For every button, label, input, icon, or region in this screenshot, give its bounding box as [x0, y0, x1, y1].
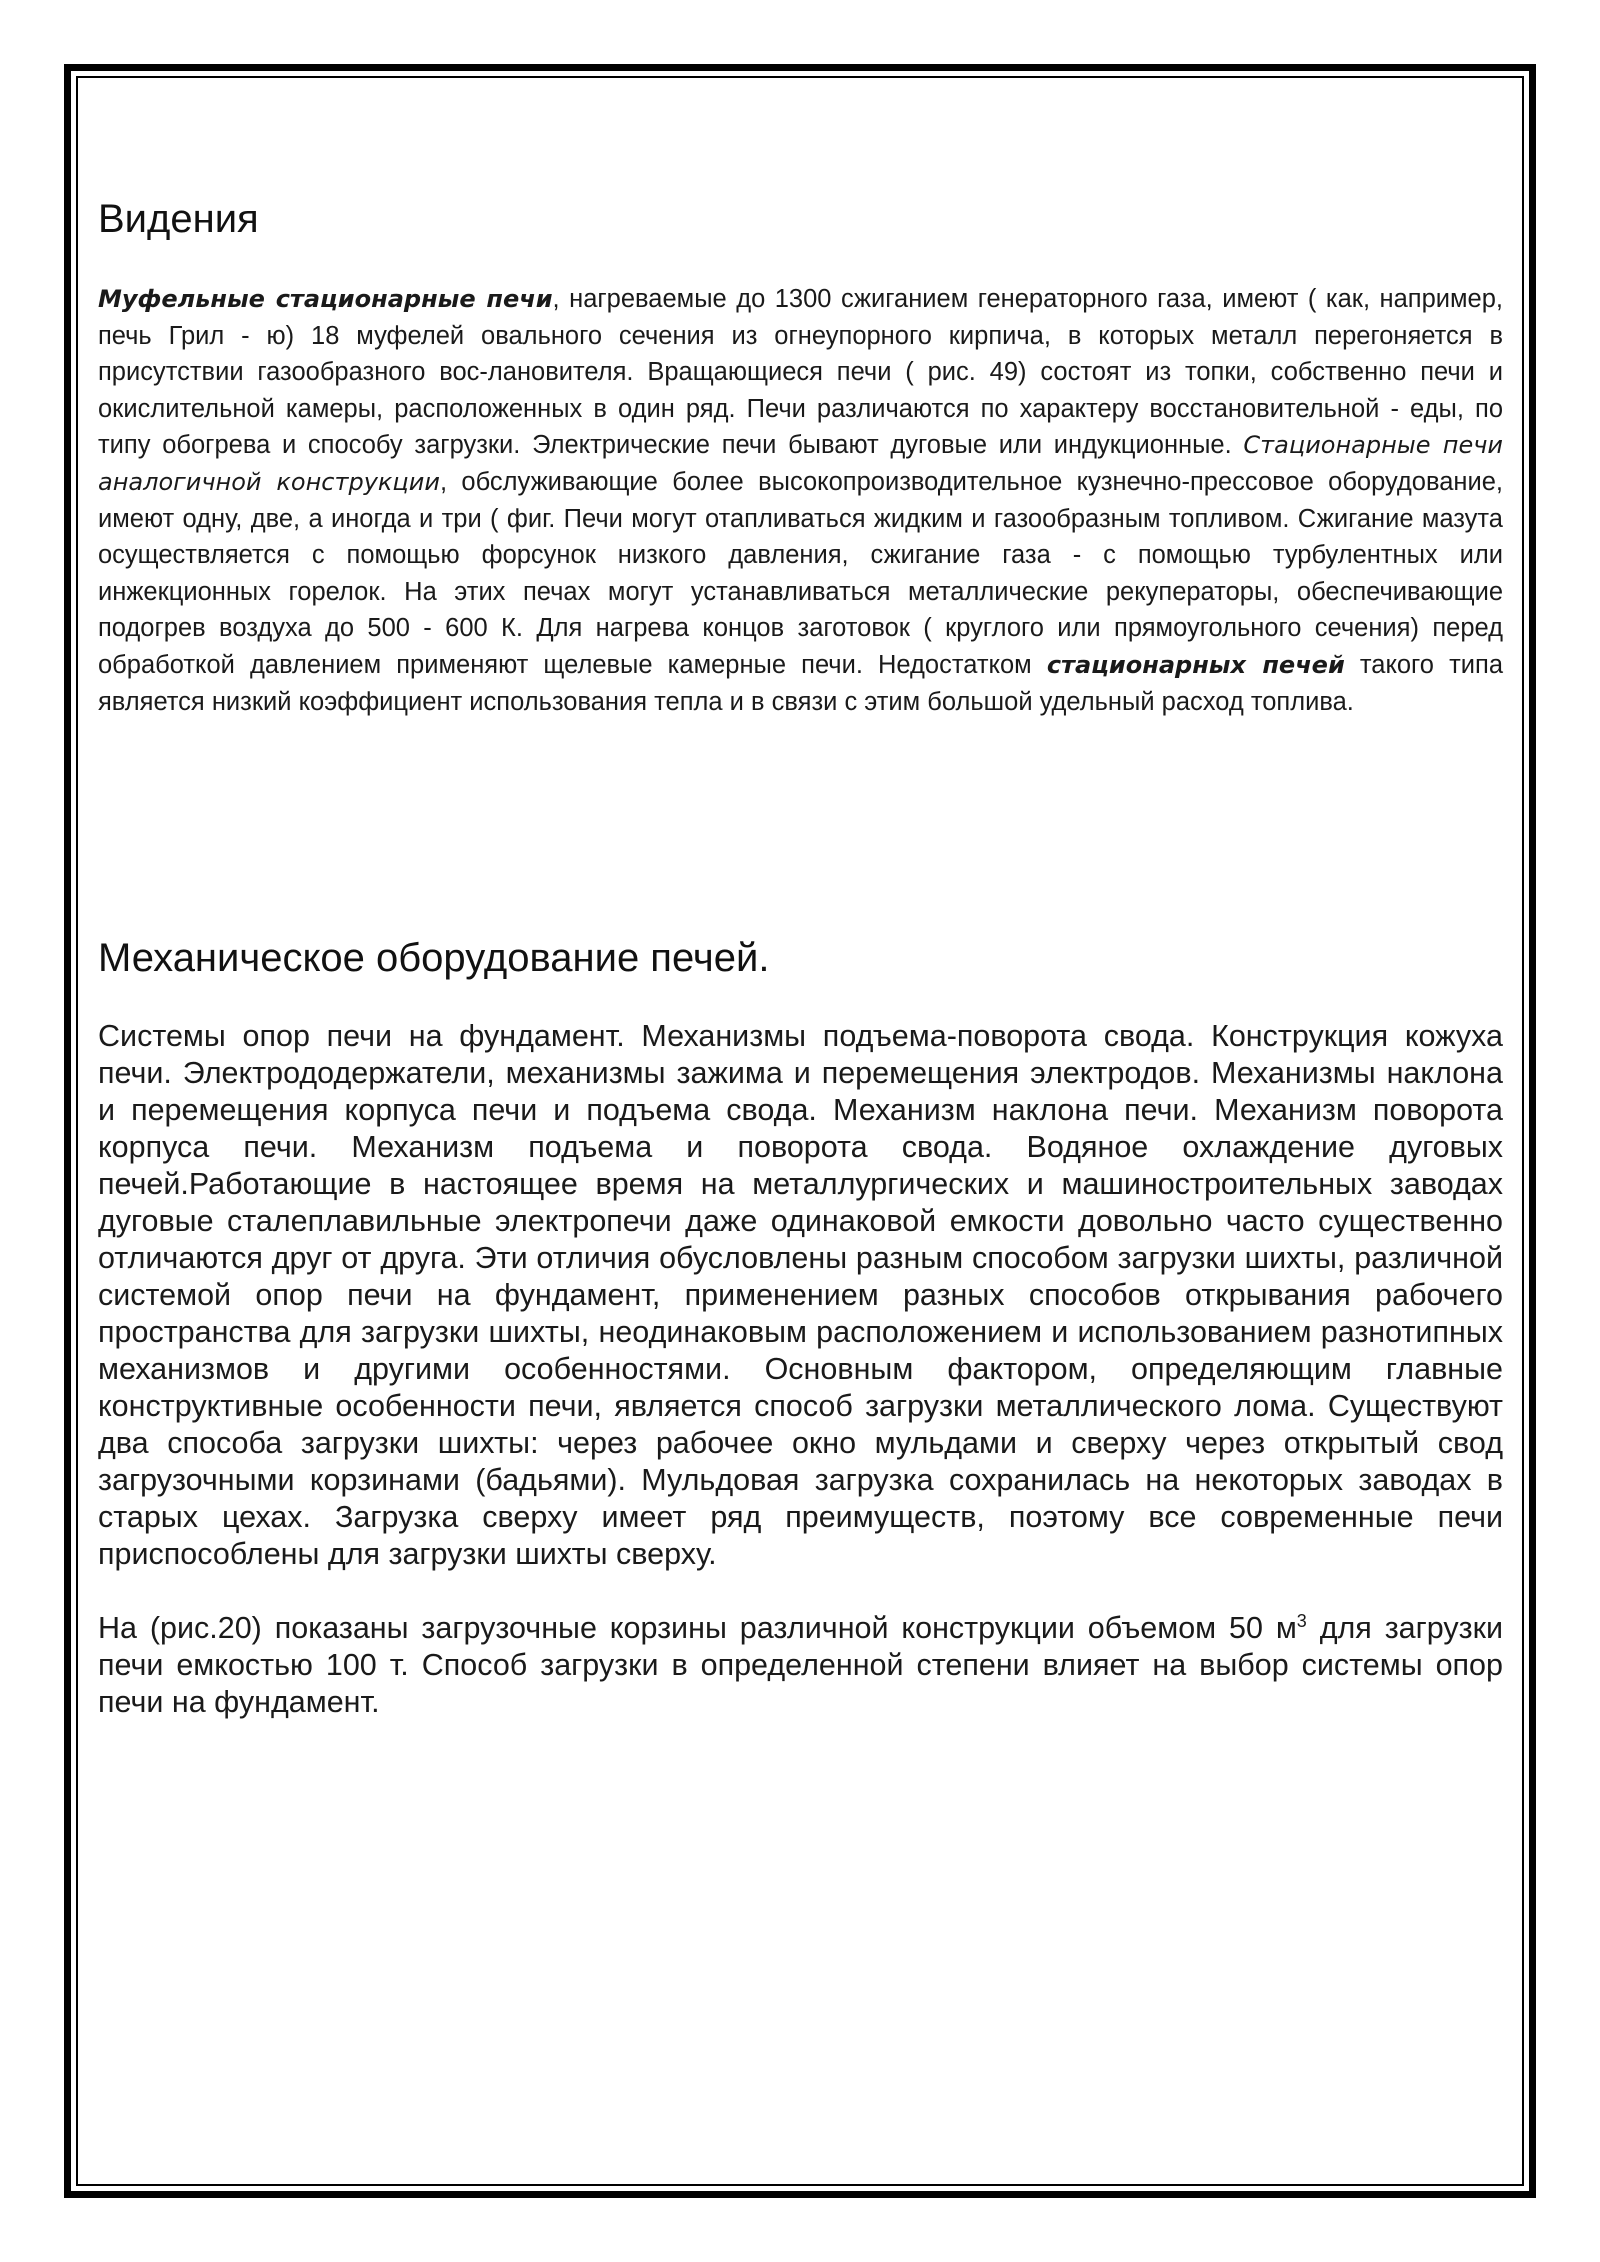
- paragraph-text: , обслуживающие более высокопроизводительное кузнечно-прессовое оборудование, имеют одну, две, а иногда и три ( фиг. Печи могут отапливаться жидким и газообразным топливом. Сжигание мазута осуществляется с помощью форсунок низкого давления, сжигание газа - с помощью турбулентных или инжекционных горелок. На этих печах могут устанавливаться металлические рекуператоры, обеспечивающие подогрев воздуха до 500 - 600 К. Для нагрева концов заготовок ( круглого или прямоугольного сечения) перед обработкой давлением применяют щелевые камерные печи. Недостатком: [98, 467, 1503, 679]
- paragraph-loading-baskets: [98, 1610, 1503, 1721]
- paragraph-text: На (рис.20) показаны загрузочные корзины различной конструкции объемом 50 м: [98, 1611, 1297, 1646]
- paragraph-text: , нагреваемые до 1300 сжиганием генераторного газа, имеют ( как, например, печь Грил - ю) 18 муфелей овального сечения из огнеупорного кирпича, в которых металл перегоняется в присутствии газообразного вос-лановителя. Вращающиеся печи ( рис. 49) состоят из топки, собственно печи и окислительной камеры, расположенных в один ряд. Печи различаются по характеру восстановительной - еды, по типу обогрева и способу загрузки. Электрические печи бывают дуговые или индукционные.: [98, 285, 1503, 460]
- paragraph-furnaces: [98, 281, 1503, 720]
- paragraph-text: такого типа является низкий коэффициент использования тепла и в связи с этим большой удельный расход топлива.: [98, 650, 1503, 716]
- bold-italic-term: Муфельные стационарные печи: [98, 285, 553, 313]
- section-heading-mechanical-equipment: Механическое оборудование печей.: [98, 936, 770, 981]
- paragraph-text: для загрузки печи емкостью 100 т. Способ загрузки в определенной степени влияет на выбор системы опор печи на фундамент.: [98, 1611, 1503, 1720]
- paragraph-mechanical-equipment: Системы опор печи на фундамент. Механизмы подъема-поворота свода. Конструкция кожуха печи. Электрододержатели, механизмы зажима и перемещения электродов. Механизмы наклона и перемещения корпуса печи и подъема свода. Механизм наклона печи. Механизм поворота корпуса печи. Механизм подъема и поворота свода. Водяное охлаждение дуговых печей.Работающие в настоящее время на металлургических и машиностроительных заводах дуговые сталеплавильные электропечи даже одинаковой емкости довольно часто существенно отличаются друг от друга. Эти отличия обусловлены разным способом загрузки шихты, различной системой опор печи на фундамент, применением разных способов открывания рабочего пространства для загрузки шихты, неодинаковым расположением и использованием разнотипных механизмов и другими особенностями. Основным фактором, определяющим главные конструктивные особенности печи, является способ загрузки металлического лома. Существуют два способа загрузки шихты: через рабочее окно мульдами и сверху через открытый свод загрузочными корзинами (бадьями). Мульдовая загрузка сохранилась на некоторых заводах в старых цехах. Загрузка сверху имеет ряд преимуществ, поэтому все современные печи приспособлены для загрузки шихты сверху.: [98, 1019, 1503, 1572]
- italic-term: Стационарные печи аналогичной конструкции: [98, 431, 1503, 496]
- superscript: 3: [1296, 1610, 1307, 1631]
- document-content: [98, 195, 1503, 1721]
- section-heading-visions: Видения: [98, 197, 259, 241]
- bold-italic-term: стационарных печей: [1046, 650, 1345, 679]
